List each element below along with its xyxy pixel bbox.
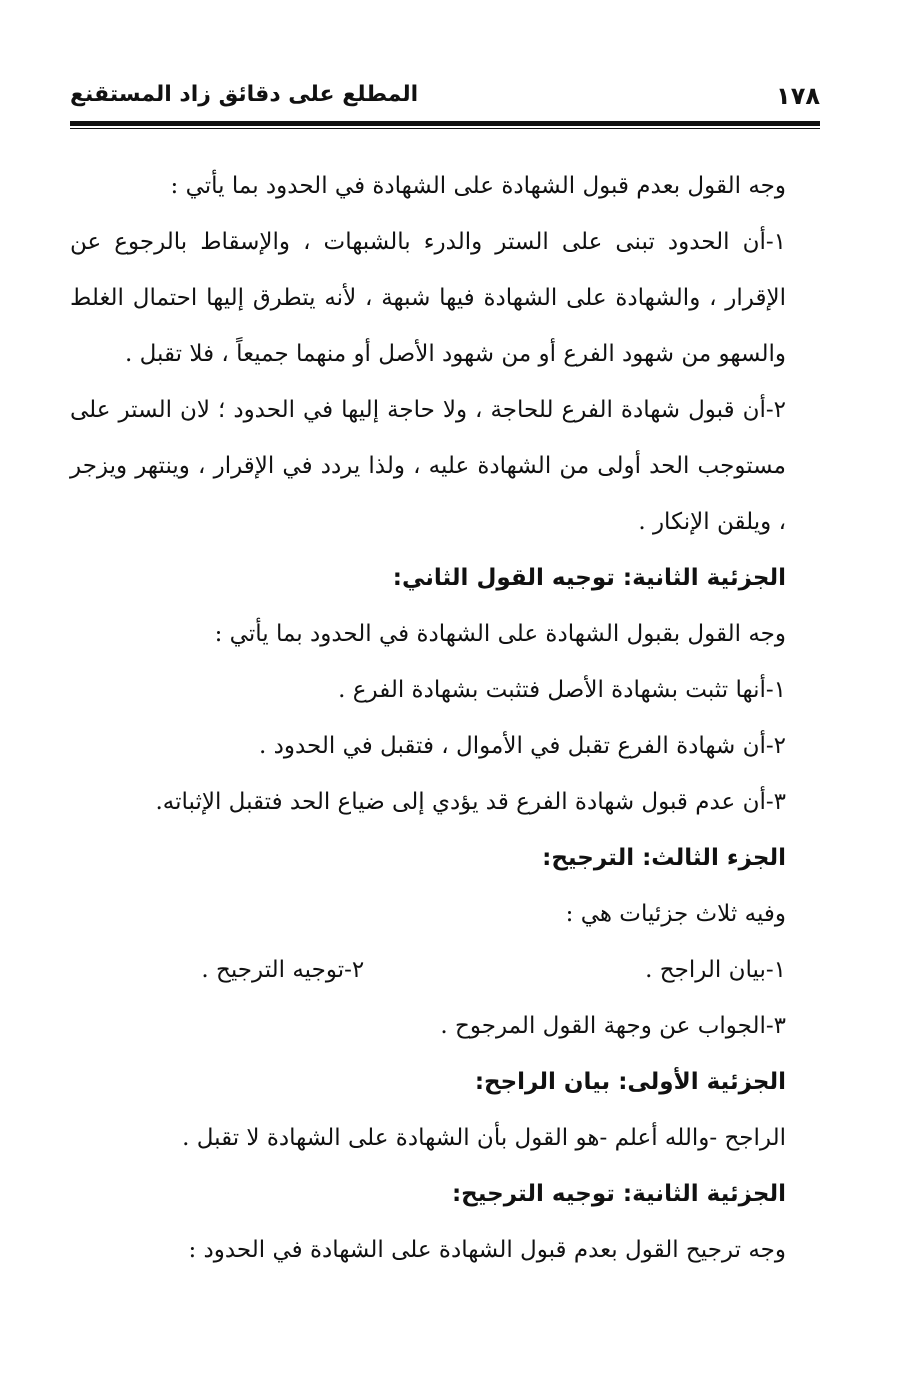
book-title: المطلع على دقائق زاد المستقنع xyxy=(70,82,419,107)
section-heading: الجزء الثالث: الترجيح: xyxy=(542,845,786,871)
two-column-list xyxy=(70,942,816,998)
list-item: ٢-أن شهادة الفرع تقبل في الأموال ، فتقبل في الحدود . xyxy=(258,733,786,759)
paragraph: وجه القول بقبول الشهادة على الشهادة في الحدود بما يأتي : xyxy=(214,621,786,647)
page-body xyxy=(70,158,816,1278)
header-rule-thick xyxy=(70,121,820,126)
paragraph: الراجح -والله أعلم -هو القول بأن الشهادة على الشهادة لا تقبل . xyxy=(182,1125,786,1151)
page-number: ١٧٨ xyxy=(776,82,820,110)
section-heading: الجزئية الثانية: توجيه الترجيح: xyxy=(451,1181,786,1207)
section-heading: الجزئية الثانية: توجيه القول الثاني: xyxy=(392,565,786,591)
section-heading: الجزئية الأولى: بيان الراجح: xyxy=(474,1069,786,1095)
page-header xyxy=(70,82,820,116)
header-rule-thin xyxy=(70,128,820,129)
paragraph: ١-أن الحدود تبنى على الستر والدرء بالشبهات ، والإسقاط بالرجوع عن الإقرار ، والشهادة على الشهادة فيها شبهة ، لأنه يتطرق إليها احتمال الغلط والسهو من شهود الفرع أو من شهود الأصل أو منهما جميعاً ، فلا تقبل . xyxy=(70,229,786,367)
list-item: ٣-أن عدم قبول شهادة الفرع قد يؤدي إلى ضياع الحد فتقبل الإثباته. xyxy=(155,789,786,815)
list-item: ٣-الجواب عن وجهة القول المرجوح . xyxy=(440,1013,786,1039)
list-item: ١-بيان الراجح . xyxy=(645,957,786,983)
list-item: ٢-توجيه الترجيح . xyxy=(201,957,365,983)
paragraph: ٢-أن قبول شهادة الفرع للحاجة ، ولا حاجة إليها في الحدود ؛ لان الستر على مستوجب الحد أولى من الشهادة عليه ، ولذا يردد في الإقرار ، وينتهر ويزجر ، ويلقن الإنكار . xyxy=(70,397,786,535)
paragraph: وجه القول بعدم قبول الشهادة على الشهادة في الحدود بما يأتي : xyxy=(170,173,786,199)
paragraph: وفيه ثلاث جزئيات هي : xyxy=(565,901,786,927)
paragraph: وجه ترجيح القول بعدم قبول الشهادة على الشهادة في الحدود : xyxy=(188,1237,786,1263)
list-item: ١-أنها تثبت بشهادة الأصل فتثبت بشهادة الفرع . xyxy=(338,677,786,703)
